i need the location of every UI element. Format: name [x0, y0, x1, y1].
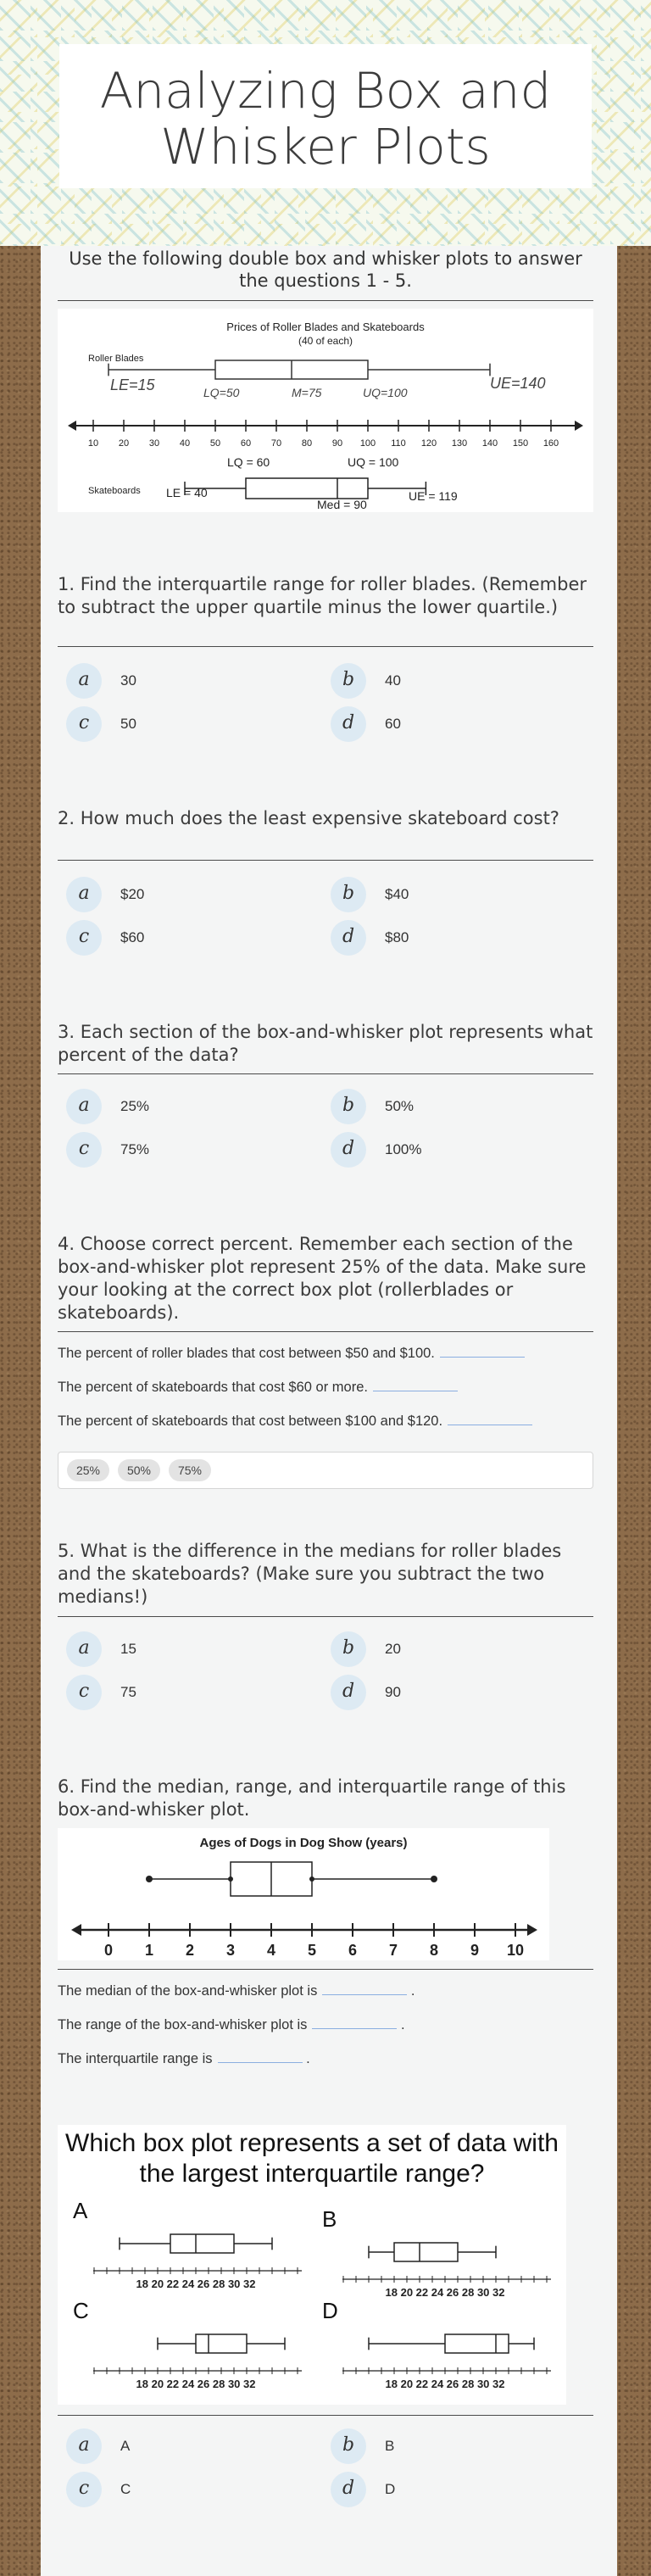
answer-blank[interactable] — [448, 1411, 532, 1425]
fig1-tick-label: 90 — [331, 438, 343, 449]
fig2-title: Ages of Dogs in Dog Show (years) — [199, 1836, 408, 1850]
fig2-tick-label: 10 — [506, 1942, 525, 1959]
fig2-min-point — [146, 1876, 153, 1882]
plot-letter-C: C — [73, 2298, 89, 2323]
blank-prompt: The median of the box-and-whisker plot is — [58, 1983, 318, 1999]
q2-option-d[interactable] — [322, 920, 559, 957]
fig3-axis-label: 18 20 22 24 26 28 30 32 — [385, 2378, 505, 2390]
fig3-axis-label: 18 20 22 24 26 28 30 32 — [136, 2278, 256, 2290]
option-text: 50 — [120, 716, 136, 732]
option-letter: a — [66, 877, 102, 912]
plot-D-box — [445, 2334, 509, 2353]
option-letter: c — [66, 920, 102, 956]
fig1-tick-label: 110 — [391, 438, 406, 449]
q4-blank-1 — [58, 1343, 593, 1362]
fig1-tick-label: 160 — [542, 438, 559, 449]
fig2-tick-label: 0 — [103, 1942, 114, 1959]
blank-prompt: The percent of skateboards that cost between $100 and $120. — [58, 1413, 443, 1429]
fig1-tick-label: 100 — [359, 438, 376, 449]
option-text: 40 — [385, 672, 401, 689]
divider — [58, 1616, 593, 1617]
option-text: A — [120, 2438, 131, 2454]
fig1-tick-label: 140 — [481, 438, 498, 449]
option-text: 60 — [385, 716, 401, 732]
option-text: 15 — [120, 1641, 136, 1657]
divider — [58, 300, 593, 301]
fig3-axis-label: 18 20 22 24 26 28 30 32 — [136, 2378, 256, 2390]
option-text: 50% — [385, 1098, 415, 1114]
skate-label: Skateboards — [88, 486, 141, 496]
roller-anno-ue: UE=140 — [490, 375, 546, 392]
chip-50[interactable]: 50% — [118, 1459, 160, 1481]
q4-blank-2 — [58, 1377, 593, 1396]
question-1-text: 1. Find the interquartile range for roller blades. (Remember to subtract the upper quartile minus the lower quartile.) — [58, 574, 587, 617]
q5-option-b[interactable] — [322, 1631, 559, 1669]
skate-anno-lq: LQ = 60 — [227, 455, 270, 469]
q5-option-a[interactable] — [58, 1631, 295, 1669]
q3-option-a[interactable] — [58, 1089, 295, 1126]
option-letter: b — [331, 663, 366, 699]
plot-letter-B: B — [322, 2206, 337, 2232]
option-text: 100% — [385, 1141, 422, 1157]
fig1-tick-label: 80 — [301, 438, 313, 449]
skate-anno-uq: UQ = 100 — [348, 455, 399, 469]
option-text: C — [120, 2481, 131, 2497]
four-box-plots — [58, 2125, 566, 2405]
q2-option-b[interactable] — [322, 877, 559, 914]
q1-option-d[interactable] — [322, 706, 559, 744]
fig2-tick-label: 8 — [429, 1942, 439, 1959]
fig2-axis-arrow-right — [527, 1924, 537, 1936]
fig2-tick-label: 5 — [307, 1942, 317, 1959]
instructions: Use the following double box and whisker plots to answer the questions 1 - 5. — [69, 248, 582, 291]
question-6-text: 6. Find the median, range, and interquartile range of this box-and-whisker plot. — [58, 1776, 566, 1820]
divider — [58, 1969, 593, 1970]
q3-option-c[interactable] — [58, 1132, 295, 1169]
skate-anno-ue: UE = 119 — [409, 489, 458, 503]
option-letter: c — [66, 2472, 102, 2507]
option-text: 25% — [120, 1098, 150, 1114]
roller-anno-le: LE=15 — [110, 376, 155, 393]
fig2-max-point — [431, 1876, 437, 1882]
option-letter: c — [66, 1132, 102, 1168]
fig1-subtitle: (40 of each) — [298, 335, 353, 347]
fig2-tick-label: 1 — [144, 1942, 154, 1959]
q7-option-b[interactable] — [322, 2428, 559, 2466]
double-box-plot — [58, 309, 593, 512]
option-letter: d — [331, 1675, 366, 1710]
dog-ages-box-plot — [58, 1828, 549, 1960]
question-4-text: 4. Choose correct percent. Remember each section of the box-and-whisker plot represent 25% of the data. Make sure your looking at the correct box plot (rollerblades or skateboards). — [58, 1234, 587, 1323]
question-5-text: 5. What is the difference in the medians for roller blades and the skateboards? (Make sure you subtract the two medians!) — [58, 1541, 562, 1607]
q5-option-c[interactable] — [58, 1675, 295, 1712]
option-text: $20 — [120, 886, 145, 902]
option-letter: a — [66, 2428, 102, 2464]
fig1-tick-label: 10 — [87, 438, 99, 449]
option-text: 75% — [120, 1141, 150, 1157]
option-text: 90 — [385, 1684, 401, 1700]
fig1-tick-label: 130 — [451, 438, 468, 449]
option-text: 30 — [120, 672, 136, 689]
option-letter: b — [331, 1089, 366, 1124]
option-letter: b — [331, 877, 366, 912]
option-text: D — [385, 2481, 396, 2497]
q5-option-d[interactable] — [322, 1675, 559, 1712]
q7-option-a[interactable] — [58, 2428, 295, 2466]
plot-A-box — [170, 2234, 234, 2253]
roller-anno-lq: LQ=50 — [203, 386, 240, 399]
fig1-title: Prices of Roller Blades and Skateboards — [226, 321, 425, 333]
fig2-tick-label: 7 — [388, 1942, 398, 1959]
title-card — [59, 44, 592, 188]
option-letter: c — [66, 706, 102, 742]
q7-option-c[interactable] — [58, 2472, 295, 2509]
blank-prompt: The interquartile range is — [58, 2051, 213, 2066]
divider — [58, 2415, 593, 2416]
plot-C-box — [196, 2334, 247, 2353]
fig1-tick-label: 150 — [512, 438, 529, 449]
q6-blank-3: The interquartile range is . — [58, 2049, 593, 2067]
option-text: $80 — [385, 929, 409, 945]
option-text: B — [385, 2438, 395, 2454]
fig3-axis-label: 18 20 22 24 26 28 30 32 — [385, 2286, 505, 2299]
q2-option-c[interactable] — [58, 920, 295, 957]
answer-blank[interactable] — [218, 2049, 303, 2063]
fig2-plot-area — [71, 1862, 537, 1959]
question-3-text: 3. Each section of the box-and-whisker plot represents what percent of the data? — [58, 1022, 593, 1065]
q6-blank-1: The median of the box-and-whisker plot is . — [58, 1981, 593, 1999]
q1-option-b[interactable] — [322, 663, 559, 700]
plot-letter-D: D — [322, 2298, 338, 2323]
figure-roller-skate — [58, 309, 593, 512]
fig2-tick-label: 2 — [185, 1942, 195, 1959]
plot-letter-A: A — [73, 2198, 88, 2223]
option-letter: b — [331, 1631, 366, 1667]
divider — [58, 1073, 593, 1074]
option-letter: d — [331, 2472, 366, 2507]
fig1-tick-label: 60 — [240, 438, 252, 449]
question-2-text: 2. How much does the least expensive skateboard cost? — [58, 808, 559, 828]
fig1-tick-label: 50 — [209, 438, 221, 449]
answer-blank[interactable] — [373, 1377, 458, 1391]
blank-prompt: The percent of roller blades that cost between $50 and $100. — [58, 1346, 435, 1361]
fig1-axis-arrow-left — [68, 421, 76, 431]
divider — [58, 860, 593, 861]
q6-blank-2: The range of the box-and-whisker plot is . — [58, 2015, 593, 2033]
fig1-tick-label: 40 — [179, 438, 191, 449]
option-letter: c — [66, 1675, 102, 1710]
option-text: $40 — [385, 886, 409, 902]
figure-dog-ages — [58, 1828, 549, 1960]
fig3-plot-area — [73, 2198, 551, 2390]
roller-anno-m: M=75 — [292, 386, 322, 399]
answer-blank[interactable] — [312, 2015, 397, 2029]
q3-option-d[interactable] — [322, 1132, 559, 1169]
option-letter: b — [331, 2428, 366, 2464]
fig1-tick-label: 30 — [148, 438, 160, 449]
blank-prompt: The percent of skateboards that cost $60 or more. — [58, 1380, 368, 1395]
option-text: 20 — [385, 1641, 401, 1657]
option-letter: a — [66, 1089, 102, 1124]
option-letter: d — [331, 706, 366, 742]
blank-prompt: The range of the box-and-whisker plot is — [58, 2017, 308, 2032]
answer-blank[interactable] — [322, 1981, 407, 1995]
skate-anno-med: Med = 90 — [317, 498, 367, 511]
fig2-tick-label: 3 — [225, 1942, 236, 1959]
option-letter: d — [331, 920, 366, 956]
fig1-axis-arrow-right — [575, 421, 583, 431]
fig1-tick-label: 120 — [420, 438, 437, 449]
fig1-tick-label: 70 — [270, 438, 282, 449]
option-text: $60 — [120, 929, 145, 945]
fig3-question: Which box plot represents a set of data with the largest interquartile range? — [65, 2129, 559, 2188]
fig2-tick-label: 6 — [348, 1942, 358, 1959]
q4-blank-3 — [58, 1411, 593, 1430]
page-title: Analyzing Box and Whisker Plots — [99, 62, 552, 176]
fig2-q3-point — [309, 1876, 314, 1882]
q1-option-c[interactable] — [58, 706, 295, 744]
q2-option-a[interactable] — [58, 877, 295, 914]
option-letter: a — [66, 1631, 102, 1667]
figure-iqr-question — [58, 2125, 566, 2405]
q3-option-b[interactable] — [322, 1089, 559, 1126]
skate-anno-le: LE = 40 — [166, 486, 208, 499]
roller-label: Roller Blades — [88, 354, 144, 364]
word-bank — [58, 1452, 593, 1489]
option-letter: d — [331, 1132, 366, 1168]
fig2-tick-label: 4 — [266, 1942, 276, 1959]
q7-option-d[interactable] — [322, 2472, 559, 2509]
answer-blank[interactable] — [440, 1343, 525, 1358]
plot-B-box — [394, 2243, 458, 2261]
divider — [58, 646, 593, 647]
roller-anno-uq: UQ=100 — [363, 386, 408, 399]
q1-option-a[interactable] — [58, 663, 295, 700]
chip-75[interactable]: 75% — [169, 1459, 211, 1481]
fig2-tick-label: 9 — [470, 1942, 480, 1959]
fig1-tick-label: 20 — [118, 438, 130, 449]
fig2-axis-arrow-left — [71, 1924, 81, 1936]
option-text: 75 — [120, 1684, 136, 1700]
chip-25[interactable]: 25% — [67, 1459, 109, 1481]
skate-box — [246, 478, 368, 499]
option-letter: a — [66, 663, 102, 699]
divider — [58, 1331, 593, 1332]
fig2-q1-point — [228, 1876, 233, 1882]
